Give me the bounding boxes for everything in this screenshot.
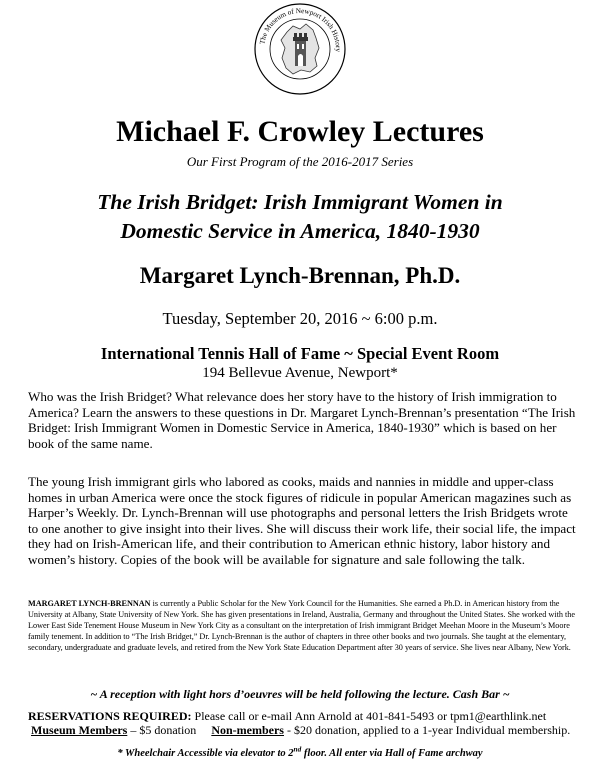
reservations-line [28, 710, 588, 724]
series-subtitle: Our First Program of the 2016-2017 Series [186, 154, 414, 169]
page-title: Michael F. Crowley Lectures [116, 115, 484, 148]
access-text-pre: * Wheelchair Accessible via elevator to 2 [117, 748, 294, 759]
pricing-line [28, 724, 588, 738]
bio-name: MARGARET LYNCH-BRENNAN [28, 599, 151, 608]
access-text-post: floor. All enter via Hall of Fame archway [301, 748, 483, 759]
lecture-title [0, 188, 600, 246]
nonmembers-text: - $20 donation, applied to a 1-year Individual membership. [283, 722, 571, 737]
reservations-text: Please call or e-mail Ann Arnold at 401-841-5493 or tpm1@earthlink.net [191, 709, 547, 723]
museum-seal-logo [253, 2, 347, 96]
reception-note: ~ A reception with light hors d’oeuvres will be held following the lecture. Cash Bar ~ [90, 687, 510, 701]
speaker-name: Margaret Lynch-Brennan, Ph.D. [139, 263, 461, 288]
speaker-bio [28, 599, 580, 654]
event-address: 194 Bellevue Avenue, Newport* [202, 365, 398, 381]
seal-text: The Museum of Newport Irish History [258, 6, 343, 53]
lecture-title-line-2: Domestic Service in America, 1840-1930 [120, 219, 480, 243]
description-paragraph-2: The young Irish immigrant girls who labored as cooks, maids and nannies in middle and upper-class homes in urban America were once the stock figures of ridicule in popular American magazines such as Harper’s Weekly. Dr. Lynch-Brennan will use photographs and personal letters the Irish Bridgets wrote to one another to give insight into their lives. She will discuss their work life, their social life, the impact they had on Irish-American life, and their contribution to American ethnic history, labor history and women’s history. Copies of the book will be available for signature and sale following the talk. [28, 474, 576, 567]
members-text: – $5 donation [127, 722, 212, 737]
bio-text: is currently a Public Scholar for the New York Council for the Humanities. She earned a Ph.D. in American history from the University at Albany, State University of New York. She has given presentations in Ireland, Australia, Germany and throughout the United States. She worked with the Lower East Side Tenement House Museum in New York City as a consultant on the interpretation of Irish immigrant Bridget Meehan Moore in the Museum’s Moore family tenement. In addition to “The Irish Bridget,” Dr. Lynch-Brennan is the author of chapters in three other books and two journals. She taught at the elementary, secondary, undergraduate and graduate levels, and retired from the New York State Education Department after 30 years of service. She lives near Albany, New York. [28, 599, 576, 652]
description-paragraph-1: Who was the Irish Bridget? What relevance does her story have to the history of Irish immigration to America? Learn the answers to these questions in Dr. Margaret Lynch-Brennan’s presentation “The Irish Bridget: Irish Immigrant Women in Domestic Service in America, 1840-1930” which is based on her book of the same name. [28, 389, 576, 451]
access-sup: nd [293, 744, 302, 754]
lecture-title-line-1: The Irish Bridget: Irish Immigrant Women in [97, 190, 503, 214]
reservations-label: RESERVATIONS REQUIRED: [28, 709, 192, 723]
reservations-block [28, 710, 588, 737]
members-label: Museum Members [31, 722, 128, 737]
nonmembers-label: Non-members [211, 722, 284, 737]
event-venue: International Tennis Hall of Fame ~ Special Event Room [100, 344, 500, 363]
event-datetime: Tuesday, September 20, 2016 ~ 6:00 p.m. [162, 309, 438, 328]
accessibility-note [0, 744, 600, 761]
